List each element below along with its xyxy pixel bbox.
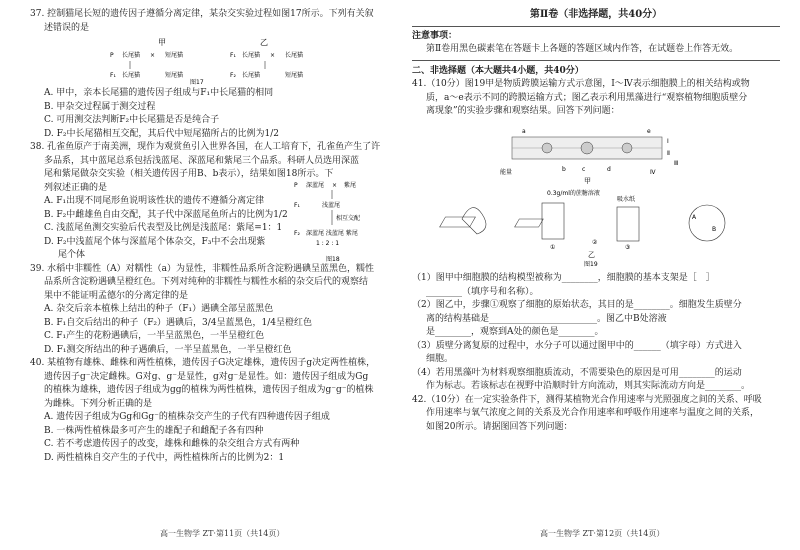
fig19-label-II: Ⅱ xyxy=(667,149,670,157)
fig18-ratio: 1 : 2 : 1 xyxy=(316,240,340,247)
question-39 xyxy=(30,263,388,358)
q40-stem-line3: 的植株为雄株，遗传因子组成为gg的植株为两性植株，遗传因子组成为g⁻g⁻的植株 xyxy=(44,385,374,395)
q38-stem-line2: 多品系，其中蓝尾总系包括浅蓝尾、深蓝尾和紫尾三个品系。科研人员选用深蓝 xyxy=(44,155,360,166)
fig18-F2: F₂ xyxy=(294,230,300,237)
fig19-label-b: b xyxy=(562,165,566,173)
fig18-F1: F₁ xyxy=(294,202,300,209)
q38-option-b xyxy=(30,209,294,223)
fig19-label-IV: Ⅳ xyxy=(650,168,656,176)
right-page xyxy=(412,8,780,434)
q41-stem-line3: 离现象”的实验步骤和观察结果。回答下列问题： xyxy=(426,106,620,116)
notice-text: 第Ⅱ卷用黑色碳素笔在答题卡上各题的答题区域内作答，在试题卷上作答无效。 xyxy=(426,44,739,54)
q41-part2-cont1: 离的结构基础是________________________。图乙中B处溶液 xyxy=(426,313,667,324)
fig19-label-d: d xyxy=(607,165,611,173)
fig18-P: P xyxy=(294,182,298,189)
fig19-step3: ③ xyxy=(625,243,631,251)
fig19-label-jia: 甲 xyxy=(584,176,591,185)
q39-option-a: A. 杂交后亲本植株上结出的种子（F₁）遇碘全部呈蓝黑色 xyxy=(44,304,274,314)
q38-option-a: A. F₁出现不同尾形鱼说明该性状的遗传不遵循分离定律 xyxy=(44,196,265,206)
fig19-paper: 吸水纸 xyxy=(617,195,636,203)
q38-option-d-cont: 尾个体 xyxy=(58,250,86,260)
q40-stem-line4: 为雌株。下列分析正确的是 xyxy=(44,398,153,409)
left-page xyxy=(30,8,388,465)
q39-stem-line1: 39. 水稻中非糯性（A）对糯性（a）为显性，非糯性品系所含淀粉遇碘呈蓝黑色，糯性 xyxy=(30,263,375,274)
fig18-light: 浅蓝尾 xyxy=(322,202,341,209)
fig18-inter: 相互交配 xyxy=(336,215,361,222)
q39-option-c: C. F₁产生的花粉遇碘后，一半呈蓝黑色，一半呈橙红色 xyxy=(44,331,265,341)
fig17-yi-cross: × xyxy=(270,52,276,59)
fig19-solution: 0.3g/ml的蔗糖溶液 xyxy=(547,189,600,197)
fig19-label-A: A xyxy=(692,213,697,221)
q41-part3-cont: 细胞。 xyxy=(426,354,454,364)
q37-option-a: A. 甲中，亲本长尾猫的遗传因子组成与F₁中长尾猫的相同 xyxy=(44,88,274,98)
q41-part1-cont: ________（填序号和名称）。 xyxy=(426,286,539,297)
q42-stem-line3: 如图20所示。请据图回答下列问题： xyxy=(426,421,573,432)
q40-stem-line2: 遗传因子g⁻决定雌株。G对g、g⁻是显性，g对g⁻是显性。如：遗传因子组成为Gg xyxy=(44,371,369,382)
fig17-caption: 图17 xyxy=(190,79,204,85)
fig19-step2: ② xyxy=(592,238,598,246)
fig17-yi-F2: F₂ xyxy=(230,72,236,79)
q40-option-d: D. 两性植株自交产生的子代中，两性植株所占的比例为2：1 xyxy=(44,452,285,463)
fig18-cross: × xyxy=(332,182,338,189)
fig17-F1-short: 短尾猫 xyxy=(165,72,184,79)
q41-stem-line2: 质，a～e表示不同的跨膜运输方式；图乙表示利用黑藻进行“观察植物细胞质壁分 xyxy=(426,92,748,103)
protein-1 xyxy=(542,143,552,153)
microscope-1 xyxy=(542,203,564,239)
q40-stem-line1: 40. 某植物有雄株、雌株和两性植株，遗传因子G决定雄株，遗传因子g决定两性植株， xyxy=(30,358,376,368)
fig17-yi-long1: 长尾猫 xyxy=(242,52,261,59)
fig17-label-yi: 乙 xyxy=(260,38,268,47)
q37-stem-line1: 37. 控制猫尾长短的遗传因子遵循分离定律，某杂交实验过程如图17所示。下列有关叙 xyxy=(30,9,374,19)
q38-option-d: D. F₂中浅蓝尾个体与深蓝尾个体杂交，F₃中不会出现紫 xyxy=(44,236,266,247)
figure-19 xyxy=(412,119,780,267)
q41-stem-line1: 41.（10分）图19甲是物质跨膜运输方式示意图，Ⅰ～Ⅳ表示细胞膜上的相关结构或物 xyxy=(412,79,750,89)
slide-sketch-2 xyxy=(515,219,544,227)
fig17-P: P xyxy=(110,52,114,59)
notice-box xyxy=(412,26,780,61)
q41-part4: （4）若用黑藻叶为材料观察细胞质流动，不需要染色的原因是可用________的运动 xyxy=(412,367,742,378)
fig17-P-short: 短尾猫 xyxy=(165,52,184,59)
q42-stem-line2: 作用速率与氧气浓度之间的关系及光合作用速率和呼吸作用速率与温度之间的关系， xyxy=(426,408,760,418)
notice-title: 注意事项： xyxy=(412,30,458,41)
fig17-label-jia: 甲 xyxy=(158,38,166,47)
fig19-label-e: e xyxy=(647,127,651,135)
fig17-yi-F2-short: 短尾猫 xyxy=(285,72,304,79)
fig19-label-I: Ⅰ xyxy=(667,137,669,145)
protein-2 xyxy=(581,142,593,154)
q37-stem-line2: 述错误的是 xyxy=(44,22,90,33)
fig17-yi-long2: 长尾猫 xyxy=(285,52,304,59)
left-page-footer: 高一生物学 ZT·第11页（共14页） xyxy=(160,529,285,538)
q37-option-b: B. 甲杂交过程属于测交过程 xyxy=(44,101,156,112)
q39-stem-line2: 品系所含淀粉遇碘呈橙红色。下列对纯种的非糯性与糯性水稻的杂交后代的观察结 xyxy=(44,277,369,287)
question-38 xyxy=(30,141,388,263)
question-41 xyxy=(412,78,780,394)
question-42 xyxy=(412,394,780,435)
q41-part3: （3）质壁分离复原的过程中，水分子可以通过图甲中的______（填字母）方式进入 xyxy=(412,340,742,351)
fig18-purple: 紫尾 xyxy=(344,182,357,189)
membrane-diagram xyxy=(500,128,678,185)
figure-18 xyxy=(292,177,392,273)
protein-3 xyxy=(622,143,632,153)
question-40 xyxy=(30,357,388,465)
view-circle xyxy=(689,205,725,241)
q37-option-d: D. F₂中长尾猫相互交配，其后代中短尾猫所占的比例为1/2 xyxy=(44,128,279,139)
fig18-deep: 深蓝尾 xyxy=(306,182,325,189)
question-37 xyxy=(30,8,388,141)
q38-stem-line3: 尾和紫尾做杂交实验（相关遗传因子用B、b表示），结果如图18所示。下 xyxy=(44,169,334,179)
figure-17 xyxy=(30,37,388,85)
q38-option-b-text: B. F₂中雌雄鱼自由交配，其子代中深蓝尾鱼所占的比例为 xyxy=(44,209,274,220)
fig17-F1: F₁ xyxy=(110,72,116,79)
q38-option-b-frac: 1/2 xyxy=(273,209,288,220)
q41-part1: （1）图甲中细胞膜的结构模型被称为________，细胞膜的基本支架是［ ］ xyxy=(412,273,715,283)
q39-option-b: B. F₁自交后结出的种子（F₂）遇碘后，3/4呈蓝黑色，1/4呈橙红色 xyxy=(44,317,313,328)
q40-option-b: B. 一株两性植株最多可产生的雄配子和雌配子各有四种 xyxy=(44,425,264,436)
fig19-step1: ① xyxy=(550,243,556,251)
plant-sketch xyxy=(462,207,486,233)
fig19-energy-label: 能量 xyxy=(500,168,513,176)
figure-17-svg xyxy=(30,37,388,85)
q41-part2: （2）图乙中，步骤①观察了细胞的原始状态，其目的是________。细胞发生质壁分 xyxy=(412,300,742,310)
fig17-F1-long: 长尾猫 xyxy=(122,72,141,79)
fig17-yi-F1: F₁ xyxy=(230,52,236,59)
q38-stem-line4: 列叙述正确的是 xyxy=(44,182,108,193)
q41-part2-cont2: 是________，观察到A处的颜色是________。 xyxy=(426,327,604,337)
fig19-label-a: a xyxy=(522,127,526,135)
section-title: 第Ⅱ卷（非选择题，共40分） xyxy=(529,9,663,20)
q37-option-c: C. 可用测交法判断F₂中长尾猫是否是纯合子 xyxy=(44,115,220,125)
q38-stem-line1: 38. 孔雀鱼原产于南美洲，现作为观赏鱼引入世界各国，在人工培育下，孔雀鱼产生了许 xyxy=(30,142,381,152)
fig18-f2row: 深蓝尾 浅蓝尾 紫尾 xyxy=(306,230,358,237)
part-title: 二、非选择题（本大题共4小题，共40分） xyxy=(412,65,584,76)
q39-option-d: D. F₁测交所结出的种子遇碘后，一半呈蓝黑色，一半呈橙红色 xyxy=(44,344,292,355)
fig19-label-B: B xyxy=(712,225,717,233)
q38-option-c: C. 浅蓝尾鱼测交实验后代表型及比例是浅蓝尾：紫尾=1：1 xyxy=(44,223,283,233)
microscope-2 xyxy=(617,207,639,241)
fig19-label-III: Ⅲ xyxy=(674,159,679,167)
fig17-P-long: 长尾猫 xyxy=(122,52,141,59)
q40-option-a: A. 遗传因子组成为Gg和Gg⁻的植株杂交产生的子代有四种遗传因子组成 xyxy=(44,412,330,422)
fig17-yi-F2-long: 长尾猫 xyxy=(242,72,261,79)
q40-option-c: C. 若不考虑遗传因子的改变，雄株和雌株的杂交组合方式有两种 xyxy=(44,439,300,449)
q41-part4-cont: 作为标志。若该标志在视野中沿顺时针方向流动，则其实际流动方向是________。 xyxy=(426,381,751,391)
fig18-caption: 图18 xyxy=(326,256,340,263)
right-page-footer: 高一生物学 ZT·第12页（共14页） xyxy=(540,529,665,538)
fig17-P-cross: × xyxy=(150,52,156,59)
q39-stem-line3: 果中不能证明孟德尔的分离定律的是 xyxy=(44,290,189,301)
slide-sketch xyxy=(440,217,476,227)
fig19-label-yi: 乙 xyxy=(588,250,595,259)
fig19-label-c: c xyxy=(582,165,586,173)
fig19-caption: 图19 xyxy=(584,260,598,267)
q42-stem-line1: 42.（10分）在一定实验条件下，测得某植物光合作用速率与光照强度之间的关系、呼吸 xyxy=(412,394,762,405)
plasmolysis-steps xyxy=(440,189,725,267)
